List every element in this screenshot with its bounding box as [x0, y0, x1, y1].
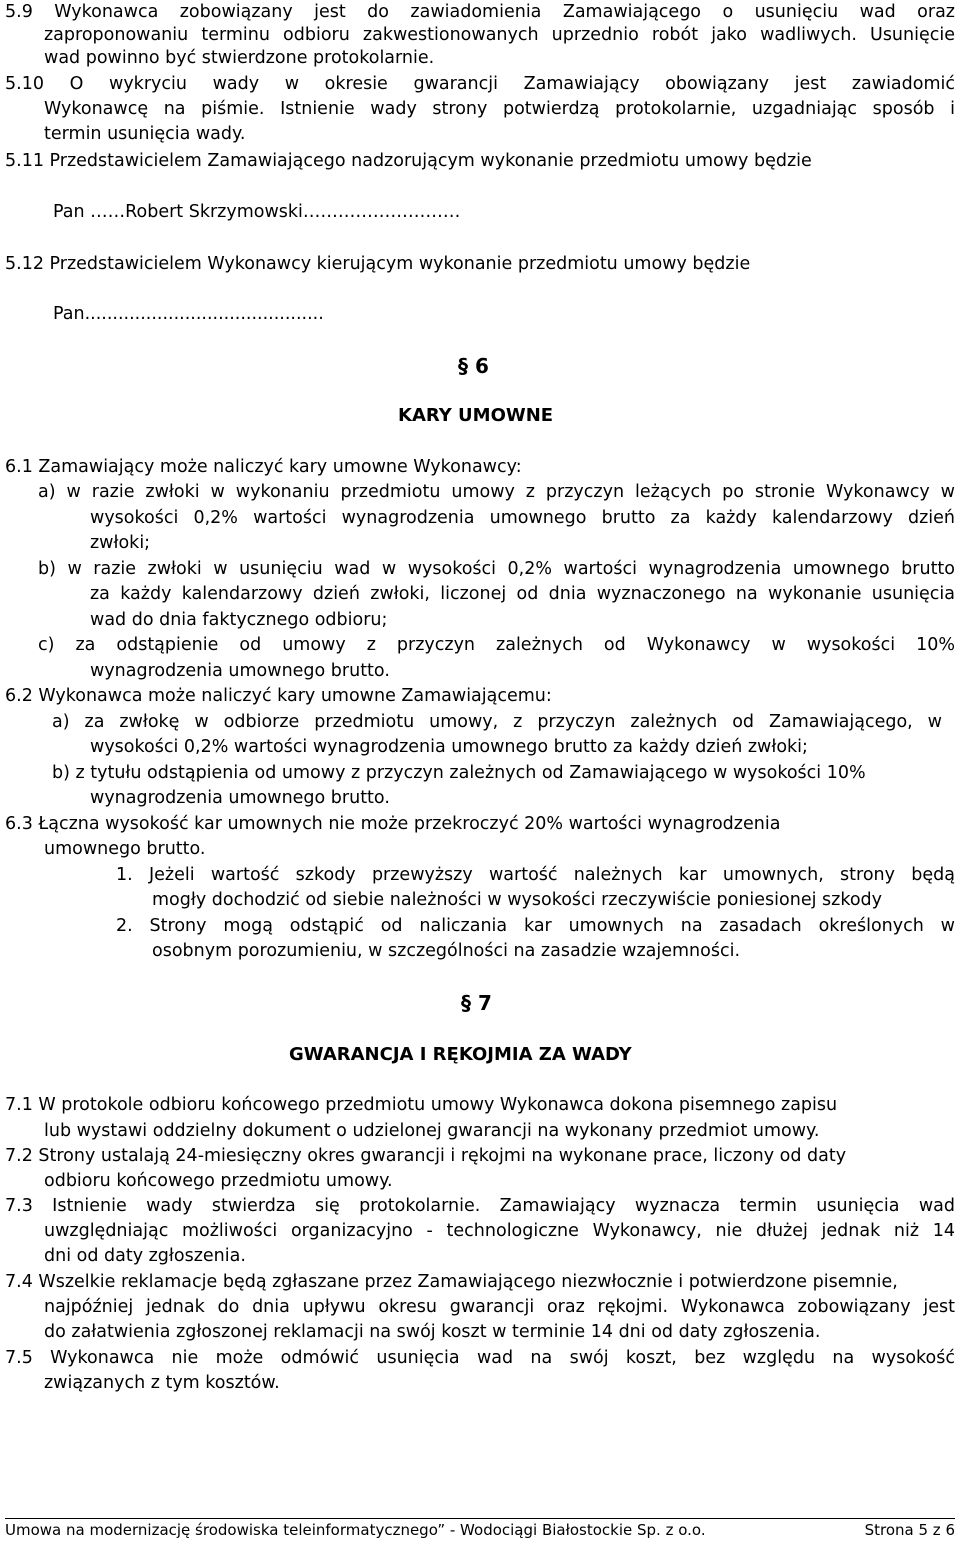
paragraph-7-2-line: 7.2 Strony ustalają 24-miesięczny okres gwarancji i rękojmi na wykonane prace, liczony od daty	[5, 1146, 847, 1166]
list-item-line: c) za odstąpienie od umowy z przyczyn zależnych od Wykonawcy w wysokości 10%	[38, 635, 955, 655]
paragraph-7-1-line: 7.1 W protokole odbioru końcowego przedmiotu umowy Wykonawca dokona pisemnego zapisu	[5, 1095, 838, 1115]
paragraph-7-3-line: 7.3 Istnienie wady stwierdza się protokolarnie. Zamawiający wyznacza termin usunięcia wad	[5, 1196, 955, 1216]
paragraph-7-4-line: do załatwienia zgłoszonej reklamacji na swój koszt w terminie 14 dni od daty zgłoszenia.	[44, 1322, 821, 1342]
section-title: KARY UMOWNE	[398, 405, 554, 426]
list-item-line: b) w razie zwłoki w usunięciu wad w wysokości 0,2% wartości wynagrodzenia umownego brutto	[38, 559, 955, 579]
section-mark: § 6	[458, 354, 489, 378]
list-item-line: wysokości 0,2% wartości wynagrodzenia umownego brutto za każdy kalendarzowy dzień	[90, 508, 955, 528]
paragraph-7-5-line: związanych z tym kosztów.	[44, 1373, 280, 1393]
paragraph-5-9-line: wad powinno być stwierdzone protokolarnie.	[44, 48, 435, 68]
paragraph-7-3-line: uwzględniając możliwości organizacyjno - technologiczne Wykonawcy, nie dłużej jednak niż 14	[44, 1221, 955, 1241]
paragraph-6-3-line: umownego brutto.	[44, 839, 206, 859]
list-item-line: a) za zwłokę w odbiorze przedmiotu umowy, z przyczyn zależnych od Zamawiającego, w	[52, 712, 942, 732]
paragraph-5-9-line: zaproponowaniu terminu odbioru zakwestionowanych uprzednio robót jako wadliwych. Usunięcie	[44, 25, 955, 45]
section-mark: § 7	[461, 991, 492, 1015]
representative-field: Pan...........................................	[53, 304, 324, 324]
representative-field: Pan ……Robert Skrzymowski………………………	[53, 202, 461, 222]
list-item-line: wad do dnia faktycznego odbioru;	[90, 610, 388, 630]
paragraph-5-12-line: 5.12 Przedstawicielem Wykonawcy kierującym wykonanie przedmiotu umowy będzie	[5, 254, 751, 274]
paragraph-7-4-line: 7.4 Wszelkie reklamacje będą zgłaszane przez Zamawiającego niezwłocznie i potwierdzone pisemnie,	[5, 1272, 898, 1292]
paragraph-7-3-line: dni od daty zgłoszenia.	[44, 1246, 246, 1266]
numbered-item-line: 2. Strony mogą odstąpić od naliczania kar umownych na zasadach określonych w	[116, 916, 955, 936]
paragraph-5-11-line: 5.11 Przedstawicielem Zamawiającego nadzorującym wykonanie przedmiotu umowy będzie	[5, 151, 812, 171]
numbered-item-line: 1. Jeżeli wartość szkody przewyższy wartość należnych kar umownych, strony będą	[116, 865, 955, 885]
paragraph-5-10-line: 5.10 O wykryciu wady w okresie gwarancji Zamawiający obowiązany jest zawiadomić	[5, 74, 955, 94]
list-item-line: za każdy kalendarzowy dzień zwłoki, liczonej od dnia wyznaczonego na wykonanie usunięcia	[90, 584, 955, 604]
paragraph-6-1-line: 6.1 Zamawiający może naliczyć kary umowne Wykonawcy:	[5, 457, 522, 477]
paragraph-7-1-line: lub wystawi oddzielny dokument o udzielonej gwarancji na wykonany przedmiot umowy.	[44, 1121, 820, 1141]
list-item-line: a) w razie zwłoki w wykonaniu przedmiotu umowy z przyczyn leżących po stronie Wykonawcy w	[38, 482, 955, 502]
list-item-line: b) z tytułu odstąpienia od umowy z przyczyn zależnych od Zamawiającego w wysokości 10%	[52, 763, 866, 783]
numbered-item-line: osobnym porozumieniu, w szczególności na zasadzie wzajemności.	[152, 941, 741, 961]
paragraph-7-4-line: najpóźniej jednak do dnia upływu okresu gwarancji oraz rękojmi. Wykonawca zobowiązany jest	[44, 1297, 955, 1317]
paragraph-7-2-line: odbioru końcowego przedmiotu umowy.	[44, 1171, 393, 1191]
page-footer	[5, 1518, 955, 1543]
paragraph-7-5-line: 7.5 Wykonawca nie może odmówić usunięcia wad na swój koszt, bez względu na wysokość	[5, 1348, 955, 1368]
footer-document-title: Umowa na modernizację środowiska teleinformatycznego” - Wodociągi Białostockie Sp. z o.o.	[5, 1521, 706, 1539]
paragraph-6-2-line: 6.2 Wykonawca może naliczyć kary umowne Zamawiającemu:	[5, 686, 552, 706]
paragraph-5-10-line: Wykonawcę na piśmie. Istnienie wady strony potwierdzą protokolarnie, uzgadniając sposób i	[44, 99, 955, 119]
numbered-item-line: mogły dochodzić od siebie należności w wysokości rzeczywiście poniesionej szkody	[152, 890, 883, 910]
list-item-line: wysokości 0,2% wartości wynagrodzenia umownego brutto za każdy dzień zwłoki;	[90, 737, 808, 757]
section-title: GWARANCJA I RĘKOJMIA ZA WADY	[289, 1044, 632, 1065]
footer-page-number: Strona 5 z 6	[864, 1521, 955, 1539]
list-item-line: zwłoki;	[90, 533, 151, 553]
list-item-line: wynagrodzenia umownego brutto.	[90, 661, 390, 681]
paragraph-6-3-line: 6.3 Łączna wysokość kar umownych nie może przekroczyć 20% wartości wynagrodzenia	[5, 814, 781, 834]
list-item-line: wynagrodzenia umownego brutto.	[90, 788, 390, 808]
paragraph-5-9-line: 5.9 Wykonawca zobowiązany jest do zawiadomienia Zamawiającego o usunięciu wad oraz	[5, 2, 955, 22]
paragraph-5-10-line: termin usunięcia wady.	[44, 124, 246, 144]
